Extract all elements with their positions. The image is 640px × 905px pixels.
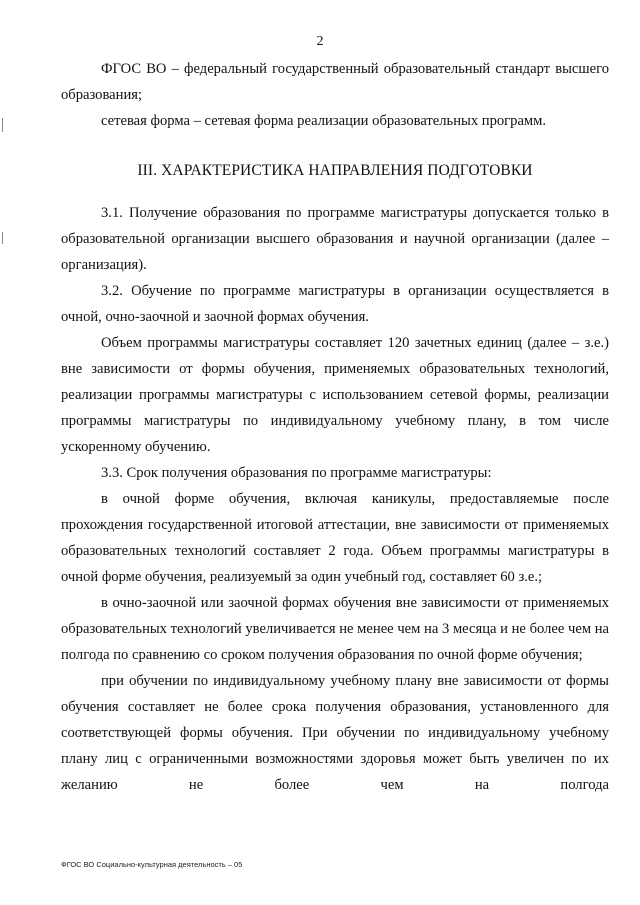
paragraph-3-3: 3.3. Срок получения образования по программе магистратуры: — [101, 465, 492, 481]
scan-edge-mark-top — [2, 118, 3, 132]
footer-document-code: ФГОС ВО Социально-культурная деятельность – 05 — [61, 860, 243, 869]
paragraph-3-1: 3.1. Получение образования по программе магистратуры допускается только в образовательной организации высшего образования и научной организации (далее – организация). — [61, 205, 609, 273]
paragraph-program-volume: Объем программы магистратуры составляет 120 зачетных единиц (далее – з.е.) вне зависимости от формы обучения, применяемых образовательных технологий, реализации программы магистратуры с использованием сетевой формы, реализации программы магистратуры по индивидуальному учебному плану, в том числе ускоренному обучению. — [61, 335, 609, 455]
scan-edge-mark-bottom — [2, 232, 3, 244]
paragraph-3-2: 3.2. Обучение по программе магистратуры в организации осуществляется в очной, очно-заочной и заочной формах обучения. — [61, 283, 609, 325]
paragraph-parttime-term: в очно-заочной или заочной формах обучения вне зависимости от применяемых образовательных технологий увеличивается не менее чем на 3 месяца и не более чем на полгода по сравнению со сроком получения образования по очной форме обучения; — [61, 595, 609, 663]
section-heading: III. ХАРАКТЕРИСТИКА НАПРАВЛЕНИЯ ПОДГОТОВКИ — [137, 162, 533, 179]
paragraph-individual-plan-term: при обучении по индивидуальному учебному плану вне зависимости от формы обучения составляет не более срока получения образования, установленного для соответствующей формы обучения. При обучении по индивидуальному учебному плану лиц с ограниченными возможностями здоровья может быть увеличен по их желанию не более чем на полгода — [61, 673, 609, 793]
abbreviation-fgos-definition: ФГОС ВО – федеральный государственный образовательный стандарт высшего образования; — [61, 61, 609, 103]
paragraph-fulltime-term: в очной форме обучения, включая каникулы, предоставляемые после прохождения государственной итоговой аттестации, вне зависимости от применяемых образовательных технологий составляет 2 года. Объем программы магистратуры в очной форме обучения, реализуемый за один учебный год, составляет 60 з.е.; — [61, 491, 609, 585]
abbreviation-network-form-definition: сетевая форма – сетевая форма реализации образовательных программ. — [101, 113, 547, 129]
document-body — [61, 56, 609, 798]
page-number: 2 — [316, 34, 324, 49]
